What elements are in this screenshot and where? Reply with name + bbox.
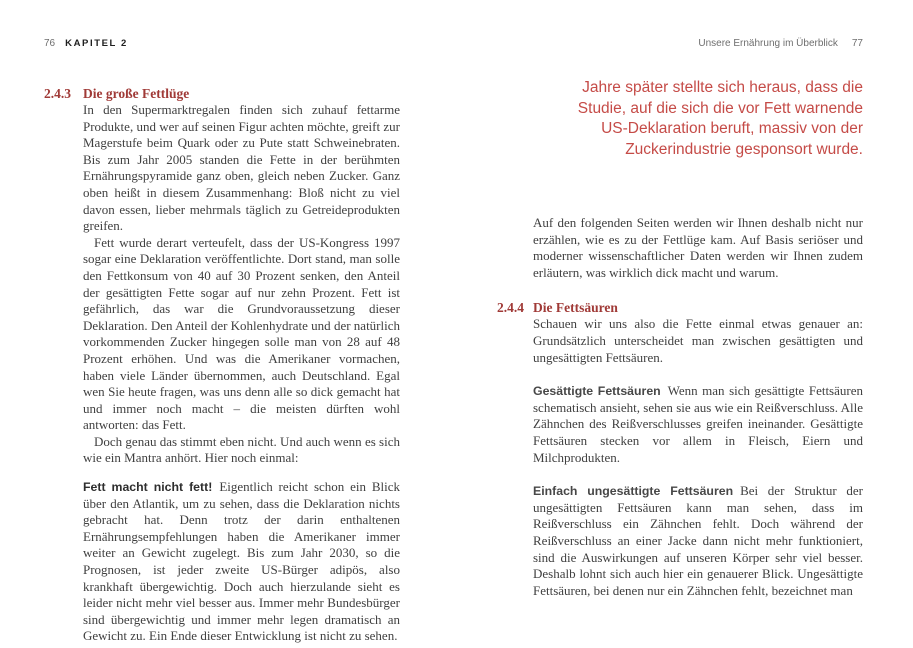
page-left — [44, 38, 400, 645]
runin-heading: Fett macht nicht fett! — [83, 480, 213, 495]
paragraph-text: Eigentlich reicht schon ein Blick über den Atlantik, um zu sehen, dass die Deklaration nichts gebracht hat. Denn trotz der darin enthaltenen Ernährungsempfehlungen haben die Amerikaner immer weiter an Gewicht zugelegt. Bis zum Jahr 2030, so die Prognosen, ist jeder zweite US-Bürger adipös, also krankhaft übergewichtig. Doch auch hierzulande sieht es leider nicht mehr viel besser aus. Immer mehr Bundesbürger sind übergewichtig und immer mehr legen dramatisch an Gewicht zu. Ein Ende dieser Entwicklung ist nicht zu sehen. — [83, 479, 400, 644]
page-number-right: 77 — [851, 38, 863, 49]
chapter-label: KAPITEL 2 — [65, 38, 128, 49]
pull-quote-line: Zuckerindustrie gesponsort wurde. — [625, 140, 863, 158]
paragraph: Auf den folgenden Seiten werden wir Ihnen deshalb nicht nur erzählen, wie es zu der Fettlüge kam. Auf Basis seriöser und moderner wissenschaftlicher Daten werden wir Ihnen zudem erläutern, was wirklich dick macht und warum. — [533, 215, 863, 280]
page-right — [497, 38, 863, 599]
paragraph — [83, 479, 400, 645]
paragraph: In den Supermarktregalen finden sich zuhauf fettarme Produkte, und wer auf seinen Figur achten möchte, greift zur Magerstufe beim Quark oder zu Pute statt Schweinebraten. Bis zum Jahr 2005 standen die Fette in der berühmten Ernährungspyramide ganz oben, gleich neben Zucker. Ganz oben heißt in diesem Zusammenhang: Bloß nicht zu viel davon essen, lieber mehrmals täglich zu Getreideprodukten greifen. — [83, 102, 400, 234]
paragraph: Doch genau das stimmt eben nicht. Und auch wenn es sich wie ein Mantra anhört. Hier noch einmal: — [83, 433, 400, 466]
pull-quote — [497, 78, 863, 160]
running-head-left — [44, 38, 400, 50]
section-title: Die Fettsäuren — [533, 300, 618, 316]
runin-heading: Gesättigte Fettsäuren — [533, 384, 661, 399]
section-heading-243 — [44, 85, 400, 102]
running-head-right — [497, 38, 863, 50]
page-number-left: 76 — [44, 38, 56, 49]
section-title: Die große Fettlüge — [83, 86, 190, 101]
runin-heading: Einfach ungesättigte Fettsäuren — [533, 484, 734, 499]
running-head-title: Unsere Ernährung im Überblick — [698, 38, 838, 49]
left-text-column — [83, 102, 400, 645]
pull-quote-line: Jahre später stellte sich heraus, dass die — [582, 79, 863, 96]
section-number: 2.4.3 — [44, 86, 71, 101]
paragraph: Fett wurde derart verteufelt, dass der US-Kongress 1997 sogar eine Deklaration veröffentlichte. Dort stand, man solle den Fettkonsum von 40 auf 30 Prozent senken, den Anteil der gesättigten Fette sogar auf nur zehn Prozent. Fett ist gefährlich, das war die Grundvoraussetzung dieser Deklaration. Den Anteil der Kohlenhydrate und der natürlich vorkommenden Zucker hingegen solle man von 28 auf 48 Prozent erhöhen. Und was die Amerikaner vormachen, haben viele Länder übernommen, auch Deutschland. Egal wen Sie heute fragen, was uns denn alle so dick gemacht hat und immer noch macht – die meisten dürften wohl antworten: das Fett. — [83, 234, 400, 433]
paragraph: Schauen wir uns also die Fette einmal etwas genauer an: Grundsätzlich unterscheidet man zwischen gesättigten und ungesättigten Fettsäuren. — [533, 316, 863, 365]
pull-quote-line: Studie, auf die sich die vor Fett warnende — [577, 99, 863, 117]
paragraph-text: Wenn man sich gesättigte Fettsäuren schematisch ansieht, sehen sie aus wie ein Reißverschluss. Alle Zähnchen des Reißverschlusses greifen ineinander. Gesättigte Fettsäuren stecken vor allem in Fleisch, Eiern und Milchprodukten. — [533, 383, 863, 465]
pull-quote-line: US-Deklaration beruft, massiv von der — [601, 120, 863, 137]
section-number: 2.4.4 — [497, 300, 524, 316]
right-intro — [533, 215, 863, 281]
section-heading-244 — [497, 299, 863, 316]
paragraph — [533, 383, 863, 466]
paragraph-text: Bei der Struktur der ungesättigten Fettsäuren kann man sehen, dass im Reißverschluss ein Zähnchen fehlt. Doch während der Reißverschluss an einer Jacke dann nicht mehr funktioniert, sind die Auswirkungen auf unseren Körper sehr viel besser. Deshalb lohnt sich auch hier ein genauerer Blick. Ungesättigte Fettsäuren, bei denen nur ein Zähnchen fehlt, bezeichnet man — [533, 483, 863, 598]
right-text-column — [533, 316, 863, 599]
paragraph — [533, 483, 863, 599]
